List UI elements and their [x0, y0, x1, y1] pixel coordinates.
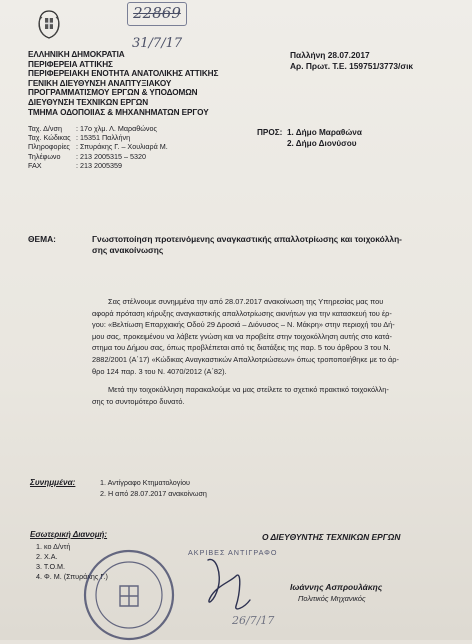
distribution-item: 3. Τ.Ο.Μ. — [36, 562, 66, 571]
signatory-role: Ο ΔΙΕΥΘΥΝΤΗΣ ΤΕΧΝΙΚΩΝ ΕΡΓΩΝ — [262, 532, 401, 542]
contact-label: Πληροφορίες — [28, 142, 70, 152]
signatory-name: Ιωάννης Ασπρουλάκης — [290, 582, 383, 592]
handwritten-date-note: 31/7/17 — [132, 36, 183, 51]
recipient-item: 2. Δήμο Διονύσου — [287, 139, 357, 148]
body-line: μου σας, προκειμένου να λάβετε γνώση και να προβείτε στην τοιχοκόλληση αυτής στο κατά- — [92, 331, 392, 341]
official-round-stamp — [80, 546, 178, 644]
contact-label: Ταχ. Δ/νση — [28, 124, 62, 133]
handwritten-bottom-date: 26/7/17 — [232, 614, 275, 627]
signatory-title: Πολιτικός Μηχανικός — [298, 594, 366, 603]
contact-value: : Σπυράκης Γ. – Χουλιαρά Μ. — [76, 142, 168, 152]
handwritten-signature — [200, 554, 256, 616]
subject-line: σης ανακοίνωσης — [92, 245, 164, 255]
contact-label: Ταχ. Κώδικας — [28, 133, 71, 143]
header-line: ΠΡΟΓΡΑΜΜΑΤΙΣΜΟΥ ΕΡΓΩΝ & ΥΠΟΔΟΜΩΝ — [28, 88, 198, 98]
distribution-item: 1. κο Δ/ντή — [36, 542, 71, 551]
recipient-item: 1. Δήμο Μαραθώνα — [287, 128, 362, 137]
distribution-item: 4. Φ. Μ. (Σπυράκης Γ.) — [36, 572, 108, 581]
body-line: σης το συντομότερο δυνατό. — [92, 396, 185, 406]
body-line: 2882/2001 (Α΄17) «Κώδικας Αναγκαστικών Απαλλοτριώσεων» όπως τροποποιήθηκε με το άρ- — [92, 354, 399, 364]
recipients-list — [287, 127, 362, 149]
contact-row — [28, 152, 208, 161]
header-line: ΓΕΝΙΚΗ ΔΙΕΥΘΥΝΣΗ ΑΝΑΠΤΥΞΙΑΚΟΥ — [28, 78, 172, 88]
attachments-list — [100, 477, 207, 499]
contact-row — [28, 161, 208, 170]
subject-label: ΘΕΜΑ: — [28, 234, 56, 244]
place-date: Παλλήνη 28.07.2017 — [290, 50, 370, 60]
attachment-item: 2. Η από 28.07.2017 ανακοίνωση — [100, 489, 207, 498]
contact-value: : 213 2005359 — [76, 160, 122, 170]
attachment-item: 1. Αντίγραφο Κτηματολογίου — [100, 478, 190, 487]
distribution-item: 2. Χ.Α. — [36, 552, 58, 561]
body-line: γου: «Βελτίωση Επαρχιακής Οδού 29 Δροσιά – Διόνυσος – Ν. Μάκρη» στην περιοχή του Δή- — [92, 320, 395, 330]
contact-value: : 213 2005315 – 5320 — [76, 151, 146, 161]
body-line: Σας στέλνουμε συνημμένα την από 28.07.2017 ανακοίνωση της Υπηρεσίας μας που — [108, 297, 384, 306]
subject-line: Γνωστοποίηση προτεινόμενης αναγκαστικής απαλλοτρίωσης και τοιχοκόλλη- — [92, 234, 402, 244]
certified-copy-stamp: ΑΚΡΙΒΕΣ ΑΝΤΙΓΡΑΦΟ — [188, 548, 278, 557]
header-line: ΠΕΡΙΦΕΡΕΙΑΚΗ ΕΝΟΤΗΤΑ ΑΝΑΤΟΛΙΚΗΣ ΑΤΤΙΚΗΣ — [28, 69, 219, 79]
subject-text — [92, 234, 402, 256]
contact-label: FAX — [28, 160, 42, 170]
internal-distribution-label: Εσωτερική Διανομή: — [30, 530, 108, 539]
contact-value: : 15351 Παλλήνη — [76, 133, 131, 143]
header-line: ΔΙΕΥΘΥΝΣΗ ΤΕΧΝΙΚΩΝ ΕΡΓΩΝ — [28, 97, 149, 107]
contact-details — [28, 124, 208, 170]
protocol-number: Αρ. Πρωτ. Τ.Ε. 159751/3773/σικ — [290, 61, 414, 71]
issuer-header — [28, 50, 218, 117]
contact-label: Τηλέφωνο — [28, 151, 61, 161]
header-line: ΠΕΡΙΦΕΡΕΙΑ ΑΤΤΙΚΗΣ — [28, 59, 113, 69]
contact-row — [28, 124, 208, 133]
contact-row — [28, 133, 208, 142]
handwritten-protocol-number: 22869 — [133, 4, 181, 22]
body-line: θρο 124 παρ. 3 του Ν. 4070/2012 (Α΄82). — [92, 366, 227, 376]
body-line: στημα του Δήμου σας, όπως προβλέπεται από τις διατάξεις της παρ. 5 του άρθρου 3 του Ν. — [92, 343, 391, 353]
attachments-label: Συνημμένα: — [30, 478, 76, 487]
contact-row — [28, 142, 208, 151]
header-line: ΕΛΛΗΝΙΚΗ ΔΗΜΟΚΡΑΤΙΑ — [28, 50, 125, 59]
protocol-number-box — [127, 2, 187, 26]
body-paragraph — [92, 384, 444, 407]
greek-emblem-icon — [34, 9, 64, 39]
body-paragraph — [92, 296, 444, 377]
recipients-label: ΠΡΟΣ: — [257, 128, 283, 137]
contact-value: : 17ο χλμ. Λ. Μαραθώνος — [76, 124, 157, 133]
header-line: ΤΜΗΜΑ ΟΔΟΠΟΙΙΑΣ & ΜΗΧΑΝΗΜΑΤΩΝ ΕΡΓΟΥ — [28, 107, 209, 117]
body-line: Μετά την τοιχοκόλληση παρακαλούμε να μας στείλετε το σχετικό πρακτικό τοιχοκόλλη- — [108, 385, 389, 394]
body-line: αφορά πρόταση κήρυξης αναγκαστικής απαλλοτρίωσης ακινήτων για την κατασκευή του έρ- — [92, 308, 392, 318]
